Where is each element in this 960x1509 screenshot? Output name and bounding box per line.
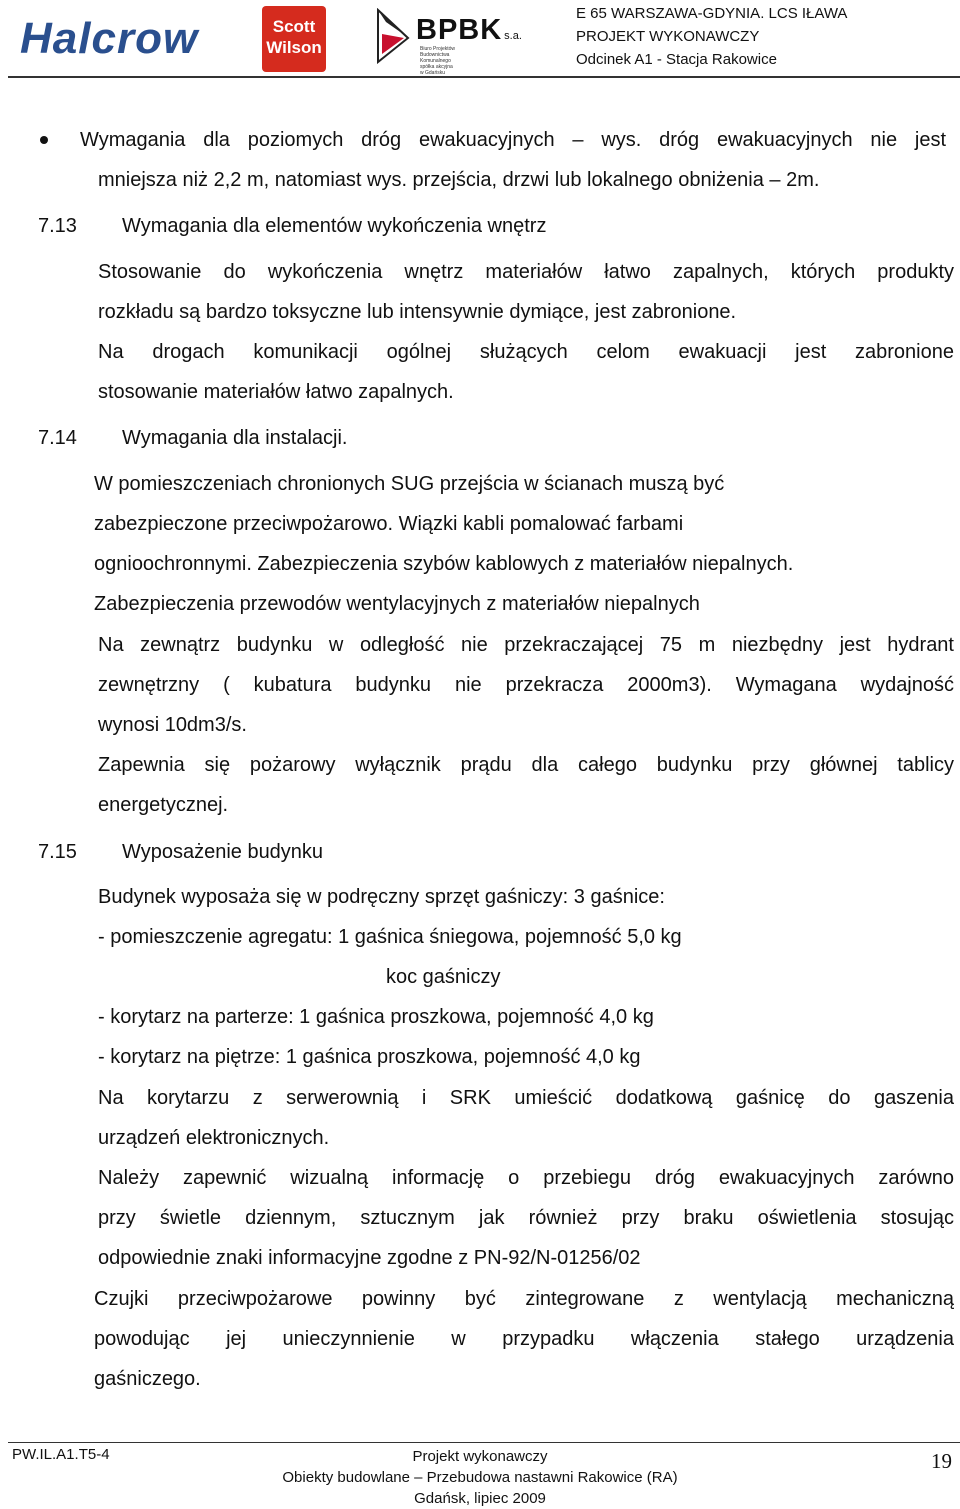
scott-wilson-logo-line2: Wilson bbox=[266, 38, 322, 57]
paragraph-line: Na korytarzu z serwerownią i SRK umieścić dodatkową gaśnicę do gaszenia bbox=[98, 1087, 954, 1109]
bpbk-wordmark bbox=[416, 14, 522, 47]
bpbk-logo bbox=[376, 4, 546, 74]
paragraph-line: zabezpieczone przeciwpożarowo. Wiązki kabli pomalować farbami bbox=[94, 513, 684, 535]
bpbk-wordmark-text: BPBK bbox=[416, 14, 503, 46]
footer-line: Projekt wykonawczy bbox=[412, 1448, 548, 1465]
header-divider bbox=[8, 76, 960, 78]
footer-document-code: PW.IL.A1.T5-4 bbox=[12, 1446, 110, 1463]
footer-divider bbox=[8, 1442, 960, 1443]
halcrow-logo-text: Halcrow bbox=[20, 14, 199, 63]
paragraph-line: W pomieszczeniach chronionych SUG przejścia w ścianach muszą być bbox=[94, 473, 725, 495]
bpbk-subtext-line: Budownictwa bbox=[420, 52, 450, 58]
equipment-list-item-continuation: koc gaśniczy bbox=[386, 966, 501, 988]
scott-wilson-logo-line1: Scott bbox=[272, 17, 316, 36]
header-project-road: E 65 WARSZAWA-GDYNIA. LCS IŁAWA bbox=[576, 5, 848, 22]
bpbk-subtext-line: spółka akcyjna bbox=[420, 64, 453, 70]
footer-line: Obiekty budowlane – Przebudowa nastawni Rakowice (RA) bbox=[282, 1469, 678, 1486]
paragraph-line: ognioochronnymi. Zabezpieczenia szybów kablowych z materiałów niepalnych. bbox=[94, 553, 794, 575]
bpbk-subtext-line: Komunalnego bbox=[420, 58, 451, 64]
paragraph-line: wynosi 10dm3/s. bbox=[98, 714, 247, 736]
paragraph-line: Na drogach komunikacji ogólnej służących celom ewakuacji jest zabronione bbox=[98, 341, 954, 363]
header-project-phase: PROJEKT WYKONAWCZY bbox=[576, 28, 760, 45]
equipment-list-item: - pomieszczenie agregatu: 1 gaśnica śniegowa, pojemność 5,0 kg bbox=[98, 926, 682, 948]
halcrow-logo bbox=[20, 14, 198, 64]
scott-wilson-logo bbox=[262, 6, 326, 72]
paragraph-line: gaśniczego. bbox=[94, 1368, 201, 1390]
footer-center-block bbox=[0, 1446, 960, 1509]
section-heading: Wymagania dla elementów wykończenia wnętrz bbox=[122, 215, 547, 237]
paragraph-line: Na zewnątrz budynku w odległość nie przekraczającej 75 m niezbędny jest hydrant bbox=[98, 634, 954, 656]
section-number: 7.15 bbox=[38, 841, 77, 863]
paragraph-line: energetycznej. bbox=[98, 794, 229, 816]
bpbk-subtext-line: w Gdańsku bbox=[420, 70, 446, 76]
paragraph-line: Czujki przeciwpożarowe powinny być zintegrowane z wentylacją mechaniczną bbox=[94, 1288, 954, 1310]
paragraph-line: stosowanie materiałów łatwo zapalnych. bbox=[98, 381, 454, 403]
bpbk-emblem-icon bbox=[376, 8, 410, 64]
bullet-text-line: Wymagania dla poziomych dróg ewakuacyjnych – wys. dróg ewakuacyjnych nie jest bbox=[80, 129, 946, 151]
section-number: 7.14 bbox=[38, 427, 77, 449]
paragraph-line: Należy zapewnić wizualną informację o przebiegu dróg ewakuacyjnych zarówno bbox=[98, 1167, 954, 1189]
paragraph-line: Stosowanie do wykończenia wnętrz materiałów łatwo zapalnych, których produkty bbox=[98, 261, 954, 283]
equipment-list-item: - korytarz na parterze: 1 gaśnica proszkowa, pojemność 4,0 kg bbox=[98, 1006, 654, 1028]
bpbk-subtext-line: Biuro Projektów bbox=[420, 46, 456, 52]
paragraph-line: Budynek wyposaża się w podręczny sprzęt gaśniczy: 3 gaśnice: bbox=[98, 886, 665, 908]
paragraph-line: Zabezpieczenia przewodów wentylacyjnych z materiałów niepalnych bbox=[94, 593, 700, 615]
section-heading: Wyposażenie budynku bbox=[122, 841, 324, 863]
paragraph-line: rozkładu są bardzo toksyczne lub intensywnie dymiące, jest zabronione. bbox=[98, 301, 737, 323]
paragraph-line: Zapewnia się pożarowy wyłącznik prądu dla całego budynku przy głównej tablicy bbox=[98, 754, 954, 776]
paragraph-line: powodując jej unieczynnienie w przypadku włączenia stałego urządzenia bbox=[94, 1328, 954, 1350]
bullet-text-line: mniejsza niż 2,2 m, natomiast wys. przejścia, drzwi lub lokalnego obniżenia – 2m. bbox=[98, 169, 820, 191]
paragraph-line: odpowiednie znaki informacyjne zgodne z PN-92/N-01256/02 bbox=[98, 1247, 641, 1269]
paragraph-line: urządzeń elektronicznych. bbox=[98, 1127, 330, 1149]
footer-line: Gdańsk, lipiec 2009 bbox=[414, 1490, 546, 1507]
paragraph-line: przy świetle dziennym, sztucznym jak również przy braku oświetlenia stosując bbox=[98, 1207, 954, 1229]
header-project-section: Odcinek A1 - Stacja Rakowice bbox=[576, 51, 777, 68]
bullet-icon bbox=[40, 136, 48, 144]
bpbk-subtext bbox=[420, 46, 490, 76]
equipment-list-item: - korytarz na piętrze: 1 gaśnica proszkowa, pojemność 4,0 kg bbox=[98, 1046, 641, 1068]
section-number: 7.13 bbox=[38, 215, 77, 237]
header-project-info bbox=[576, 2, 847, 71]
paragraph-line: zewnętrzny ( kubatura budynku nie przekracza 2000m3). Wymagana wydajność bbox=[98, 674, 954, 696]
page-header bbox=[0, 0, 960, 80]
section-heading: Wymagania dla instalacji. bbox=[122, 427, 348, 449]
page-number: 19 bbox=[931, 1449, 952, 1473]
bpbk-wordmark-suffix: s.a. bbox=[504, 30, 522, 42]
